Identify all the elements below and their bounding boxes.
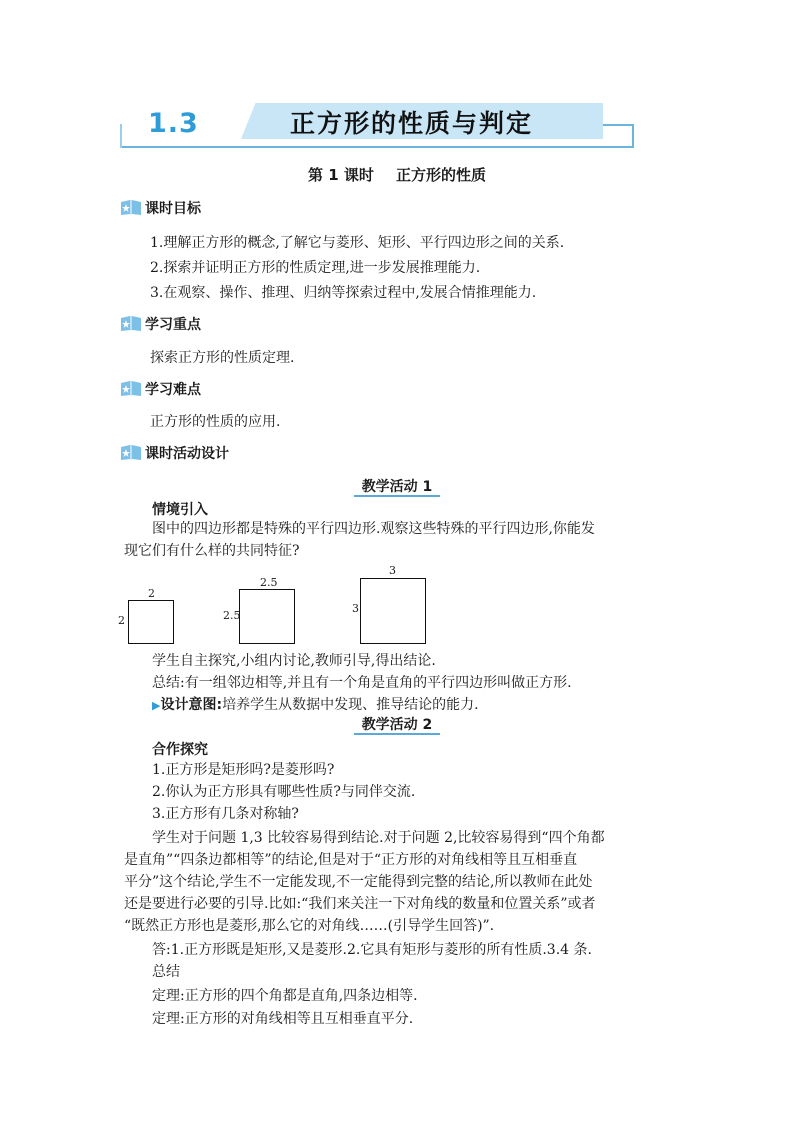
- focus-text: 探索正方形的性质定理.: [150, 350, 295, 366]
- square-1-top-label: 2: [148, 587, 155, 600]
- design-intent-text: 培养学生从数据中发现、推导结论的能力.: [222, 697, 479, 713]
- header-topline: [598, 124, 634, 126]
- section-goals-label: 课时目标: [145, 201, 201, 217]
- activity1-underline: [354, 495, 440, 497]
- design-intent: [152, 695, 479, 716]
- activity1-intro-line-1: 图中的四边形都是特殊的平行四边形.观察这些特殊的平行四边形,你能发: [152, 521, 595, 537]
- square-2-top-label: 2.5: [260, 576, 278, 589]
- section-title: 正方形的性质与判定: [290, 109, 534, 138]
- difficulty-text: 正方形的性质的应用.: [150, 414, 281, 430]
- theorem-1: 定理:正方形的四个角都是直角,四条边相等.: [152, 988, 418, 1004]
- question-2: 2.你认为正方形具有哪些性质?与同伴交流.: [152, 784, 416, 800]
- book-star-icon: [120, 199, 142, 217]
- theorem-2: 定理:正方形的对角线相等且互相垂直平分.: [152, 1011, 414, 1027]
- section-focus-heading: [120, 314, 201, 334]
- section-difficulty-label: 学习难点: [145, 382, 201, 398]
- discussion-line-4: 还是要进行必要的引导.比如:“我们来关注一下对角线的数量和位置关系”或者: [124, 896, 596, 912]
- lesson-title: [0, 164, 794, 185]
- discussion-line-2: 是直角”“四条边都相等”的结论,但是对于“正方形的对角线相等且互相垂直: [124, 852, 578, 868]
- discussion-line-3: 平分”这个结论,学生不一定能发现,不一定能得到完整的结论,所以教师在此处: [124, 874, 593, 890]
- activity2-underline: [354, 733, 440, 735]
- square-3-side-label: 3: [352, 602, 359, 615]
- header-underline-cap: [632, 124, 634, 148]
- summary-label: 总结: [152, 964, 180, 980]
- section-focus-label: 学习重点: [145, 317, 201, 333]
- goal-item-1: 1.理解正方形的概念,了解它与菱形、矩形、平行四边形之间的关系.: [150, 235, 565, 251]
- activity1-title: 教学活动 1: [361, 479, 433, 495]
- square-1: [128, 600, 174, 644]
- activity2-title: 教学活动 2: [361, 717, 433, 733]
- activity1-intro-line-2: 现它们有什么样的共同特征?: [124, 543, 300, 559]
- section-goals-heading: [120, 198, 201, 218]
- play-triangle-icon: ▶: [152, 699, 161, 712]
- square-2-side-label: 2.5: [223, 609, 241, 622]
- design-intent-label: 设计意图:: [160, 697, 223, 713]
- lesson-part: 第 1 课时: [308, 166, 374, 184]
- question-1: 1.正方形是矩形吗?是菱形吗?: [152, 762, 335, 778]
- square-3: [360, 578, 426, 644]
- section-design-heading: [120, 443, 229, 463]
- book-star-icon: [120, 380, 142, 398]
- activity2-subhead: 合作探究: [152, 742, 208, 758]
- discussion-line-5: “既然正方形也是菱形,那么它的对角线……(引导学生回答)”.: [124, 918, 495, 934]
- book-star-icon: [120, 444, 142, 462]
- square-3-top-label: 3: [389, 564, 396, 577]
- book-star-icon: [120, 315, 142, 333]
- goal-item-3: 3.在观察、操作、推理、归纳等探索过程中,发展合情推理能力.: [150, 285, 537, 301]
- section-number: 1.3: [148, 108, 199, 139]
- lesson-topic: 正方形的性质: [395, 166, 486, 184]
- question-3: 3.正方形有几条对称轴?: [152, 806, 299, 822]
- activity1-line-1: 学生自主探究,小组内讨论,教师引导,得出结论.: [152, 653, 436, 669]
- answer: 答:1.正方形既是矩形,又是菱形.2.它具有矩形与菱形的所有性质.3.4 条.: [152, 942, 592, 958]
- square-1-side-label: 2: [118, 614, 125, 627]
- section-difficulty-heading: [120, 379, 201, 399]
- section-design-label: 课时活动设计: [145, 446, 229, 462]
- discussion-line-1: 学生对于问题 1,3 比较容易得到结论.对于问题 2,比较容易得到“四个角都: [152, 830, 605, 846]
- goal-item-2: 2.探索并证明正方形的性质定理,进一步发展推理能力.: [150, 260, 481, 276]
- header-underline: [120, 146, 634, 148]
- activity1-summary: 总结:有一组邻边相等,并且有一个角是直角的平行四边形叫做正方形.: [152, 675, 572, 691]
- header-left-cap: [120, 124, 122, 148]
- square-2: [239, 589, 295, 644]
- activity1-subhead: 情境引入: [152, 502, 208, 518]
